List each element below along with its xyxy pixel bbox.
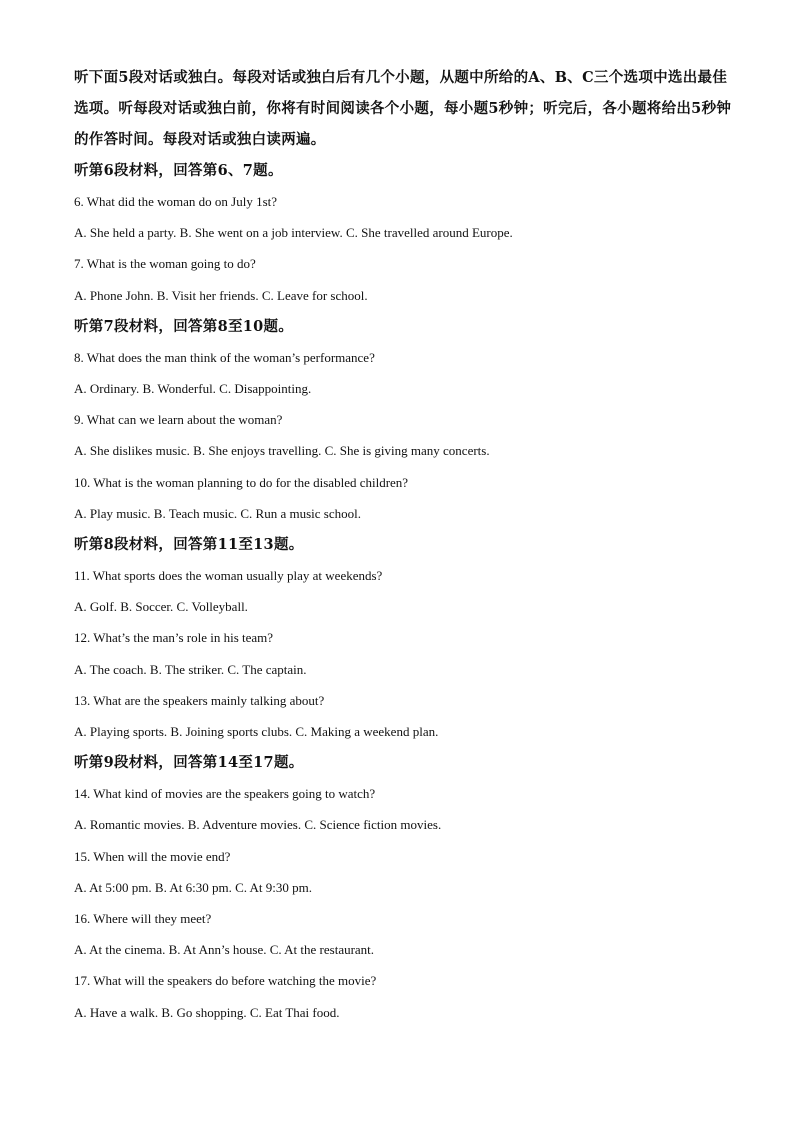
- section-heading: 听第7段材料，回答第8至10题。: [74, 317, 294, 335]
- question-11: 11. What sports does the woman usually play at weekends?: [74, 568, 383, 584]
- options-14: A. Romantic movies. B. Adventure movies. C. Science fiction movies.: [74, 817, 442, 833]
- options-15: A. At 5:00 pm. B. At 6:30 pm. C. At 9:30 pm.: [74, 879, 312, 895]
- section-8: [74, 529, 734, 747]
- options-16: A. At the cinema. B. At Ann’s house. C. At the restaurant.: [74, 942, 375, 958]
- question-17: 17. What will the speakers do before watching the movie?: [74, 973, 377, 989]
- section-heading: 听第8段材料，回答第11至13题。: [74, 536, 304, 554]
- section-heading: 听第9段材料，回答第14至17题。: [74, 754, 304, 772]
- question-15: 15. When will the movie end?: [74, 848, 231, 864]
- section-6: [74, 155, 734, 311]
- section-7: [74, 311, 734, 529]
- options-10: A. Play music. B. Teach music. C. Run a music school.: [74, 505, 361, 521]
- question-6: 6. What did the woman do on July 1st?: [74, 194, 278, 209]
- options-9: A. She dislikes music. B. She enjoys travelling. C. She is giving many concerts.: [74, 443, 490, 459]
- options-13: A. Playing sports. B. Joining sports clubs. C. Making a weekend plan.: [74, 724, 439, 740]
- section-9: [74, 747, 734, 1028]
- question-9: 9. What can we learn about the woman?: [74, 412, 283, 428]
- question-13: 13. What are the speakers mainly talking about?: [74, 692, 325, 708]
- question-14: 14. What kind of movies are the speakers going to watch?: [74, 786, 376, 802]
- document-page: [74, 62, 734, 1028]
- section-heading: 听第6段材料，回答第6、7题。: [74, 162, 283, 179]
- question-16: 16. Where will they meet?: [74, 911, 212, 927]
- options-17: A. Have a walk. B. Go shopping. C. Eat Thai food.: [74, 1004, 340, 1020]
- question-12: 12. What’s the man’s role in his team?: [74, 630, 274, 646]
- options-11: A. Golf. B. Soccer. C. Volleyball.: [74, 599, 248, 615]
- options-7: A. Phone John. B. Visit her friends. C. Leave for school.: [74, 287, 368, 303]
- question-7: 7. What is the woman going to do?: [74, 256, 256, 272]
- options-12: A. The coach. B. The striker. C. The captain.: [74, 661, 307, 677]
- options-8: A. Ordinary. B. Wonderful. C. Disappointing.: [74, 381, 312, 397]
- instructions-paragraph: 听下面5段对话或独白。每段对话或独白后有几个小题，从题中所给的A、B、C三个选项中选出最佳选项。听每段对话或独白前，你将有时间阅读各个小题，每小题5秒钟；听完后，各小题将给出5秒钟的作答时间。每段对话或独白读两遍。: [74, 69, 732, 148]
- question-10: 10. What is the woman planning to do for the disabled children?: [74, 474, 409, 490]
- options-6: A. She held a party. B. She went on a job interview. C. She travelled around Europe.: [74, 225, 513, 241]
- question-8: 8. What does the man think of the woman’s performance?: [74, 349, 375, 365]
